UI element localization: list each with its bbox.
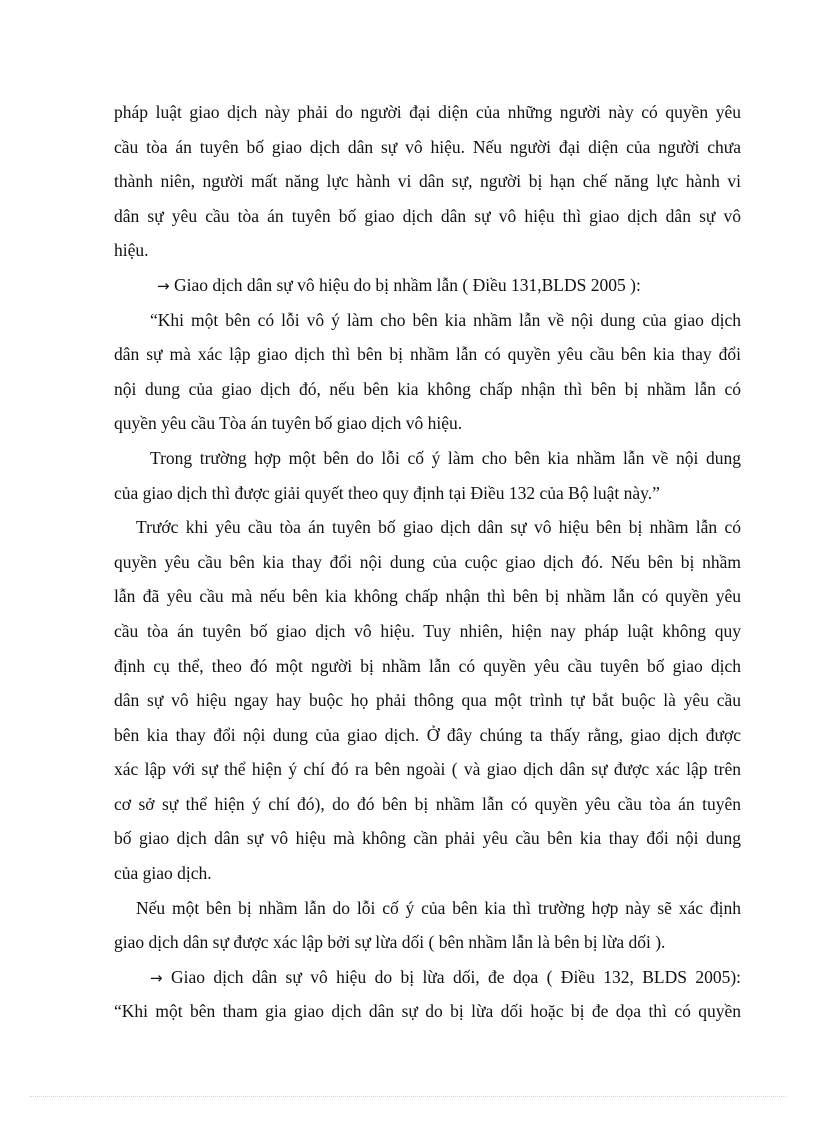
right-arrow-icon: → xyxy=(150,968,163,987)
text-line: quyền yêu cầu Tòa án tuyên bố giao dịch vô hiệu. xyxy=(114,413,463,434)
page-bottom-divider xyxy=(30,1096,786,1097)
text-line: quyền yêu cầu bên kia thay đổi nội dung của cuộc giao dịch đó. Nếu bên bị nhầm xyxy=(114,551,741,572)
text-line: pháp luật giao dịch này phải do người đại diện của những người này có quyền yêu xyxy=(114,102,741,122)
heading-text: Giao dịch dân sự vô hiệu do bị lừa dối, đe dọa ( Điều 132, BLDS 2005): xyxy=(170,966,741,987)
heading-line xyxy=(114,960,741,995)
text-line: cơ sở sự thể hiện ý chí đó), do đó bên bị nhầm lẫn có quyền yêu cầu tòa án tuyên xyxy=(114,793,741,814)
text-line: “Khi một bên có lỗi vô ý làm cho bên kia nhầm lẫn về nội dung của giao dịch xyxy=(150,309,741,330)
heading-text: Giao dịch dân sự vô hiệu do bị nhầm lẫn ( Điều 131,BLDS 2005 ): xyxy=(173,274,641,295)
text-line: nội dung của giao dịch đó, nếu bên kia không chấp nhận thì bên bị nhầm lẫn có xyxy=(114,378,741,399)
text-line: giao dịch dân sự được xác lập bởi sự lừa dối ( bên nhầm lẫn là bên bị lừa dối ). xyxy=(114,932,666,953)
document-body xyxy=(114,95,741,1029)
text-line: xác lập với sự thể hiện ý chí đó ra bên ngoài ( và giao dịch dân sự được xác lập trên xyxy=(114,759,741,780)
right-arrow-icon: → xyxy=(157,276,170,295)
text-line: dân sự vô hiệu ngay hay buộc họ phải thông qua một trình tự bắt buộc là yêu cầu xyxy=(114,690,741,711)
text-line: của giao dịch thì được giải quyết theo quy định tại Điều 132 của Bộ luật này.” xyxy=(114,482,660,503)
text-line: bên kia thay đổi nội dung của giao dịch. Ở đây chúng ta thấy rằng, giao dịch được xyxy=(114,724,741,745)
heading-line xyxy=(114,268,741,303)
text-line: Trong trường hợp một bên do lỗi cố ý làm cho bên kia nhầm lẫn về nội dung xyxy=(150,447,741,468)
text-line: thành niên, người mất năng lực hành vi dân sự, người bị hạn chế năng lực hành vi xyxy=(114,171,741,192)
text-line: dân sự yêu cầu tòa án tuyên bố giao dịch dân sự vô hiệu thì giao dịch dân sự vô xyxy=(114,205,741,226)
text-line: Trước khi yêu cầu tòa án tuyên bố giao dịch dân sự vô hiệu bên bị nhầm lẫn có xyxy=(136,517,741,538)
text-line: Nếu một bên bị nhầm lẫn do lỗi cố ý của bên kia thì trường hợp này sẽ xác định xyxy=(136,897,741,918)
text-line: cầu tòa án tuyên bố giao dịch vô hiệu. Tuy nhiên, hiện nay pháp luật không quy xyxy=(114,620,741,641)
text-line: bố giao dịch dân sự vô hiệu mà không cần phải yêu cầu bên kia thay đổi nội dung xyxy=(114,828,741,849)
text-line: định cụ thể, theo đó một người bị nhầm lẫn có quyền yêu cầu tuyên bố giao dịch xyxy=(114,655,741,676)
text-line: lẫn đã yêu cầu mà nếu bên kia không chấp nhận thì bên bị nhầm lẫn có quyền yêu xyxy=(114,586,741,607)
text-line: của giao dịch. xyxy=(114,863,212,884)
text-line: hiệu. xyxy=(114,240,149,261)
text-line: dân sự mà xác lập giao dịch thì bên bị nhầm lẫn có quyền yêu cầu bên kia thay đổi xyxy=(114,344,741,365)
text-line: cầu tòa án tuyên bố giao dịch dân sự vô hiệu. Nếu người đại diện của người chưa xyxy=(114,136,741,157)
text-line: “Khi một bên tham gia giao dịch dân sự do bị lừa dối hoặc bị đe dọa thì có quyền xyxy=(114,1001,741,1022)
